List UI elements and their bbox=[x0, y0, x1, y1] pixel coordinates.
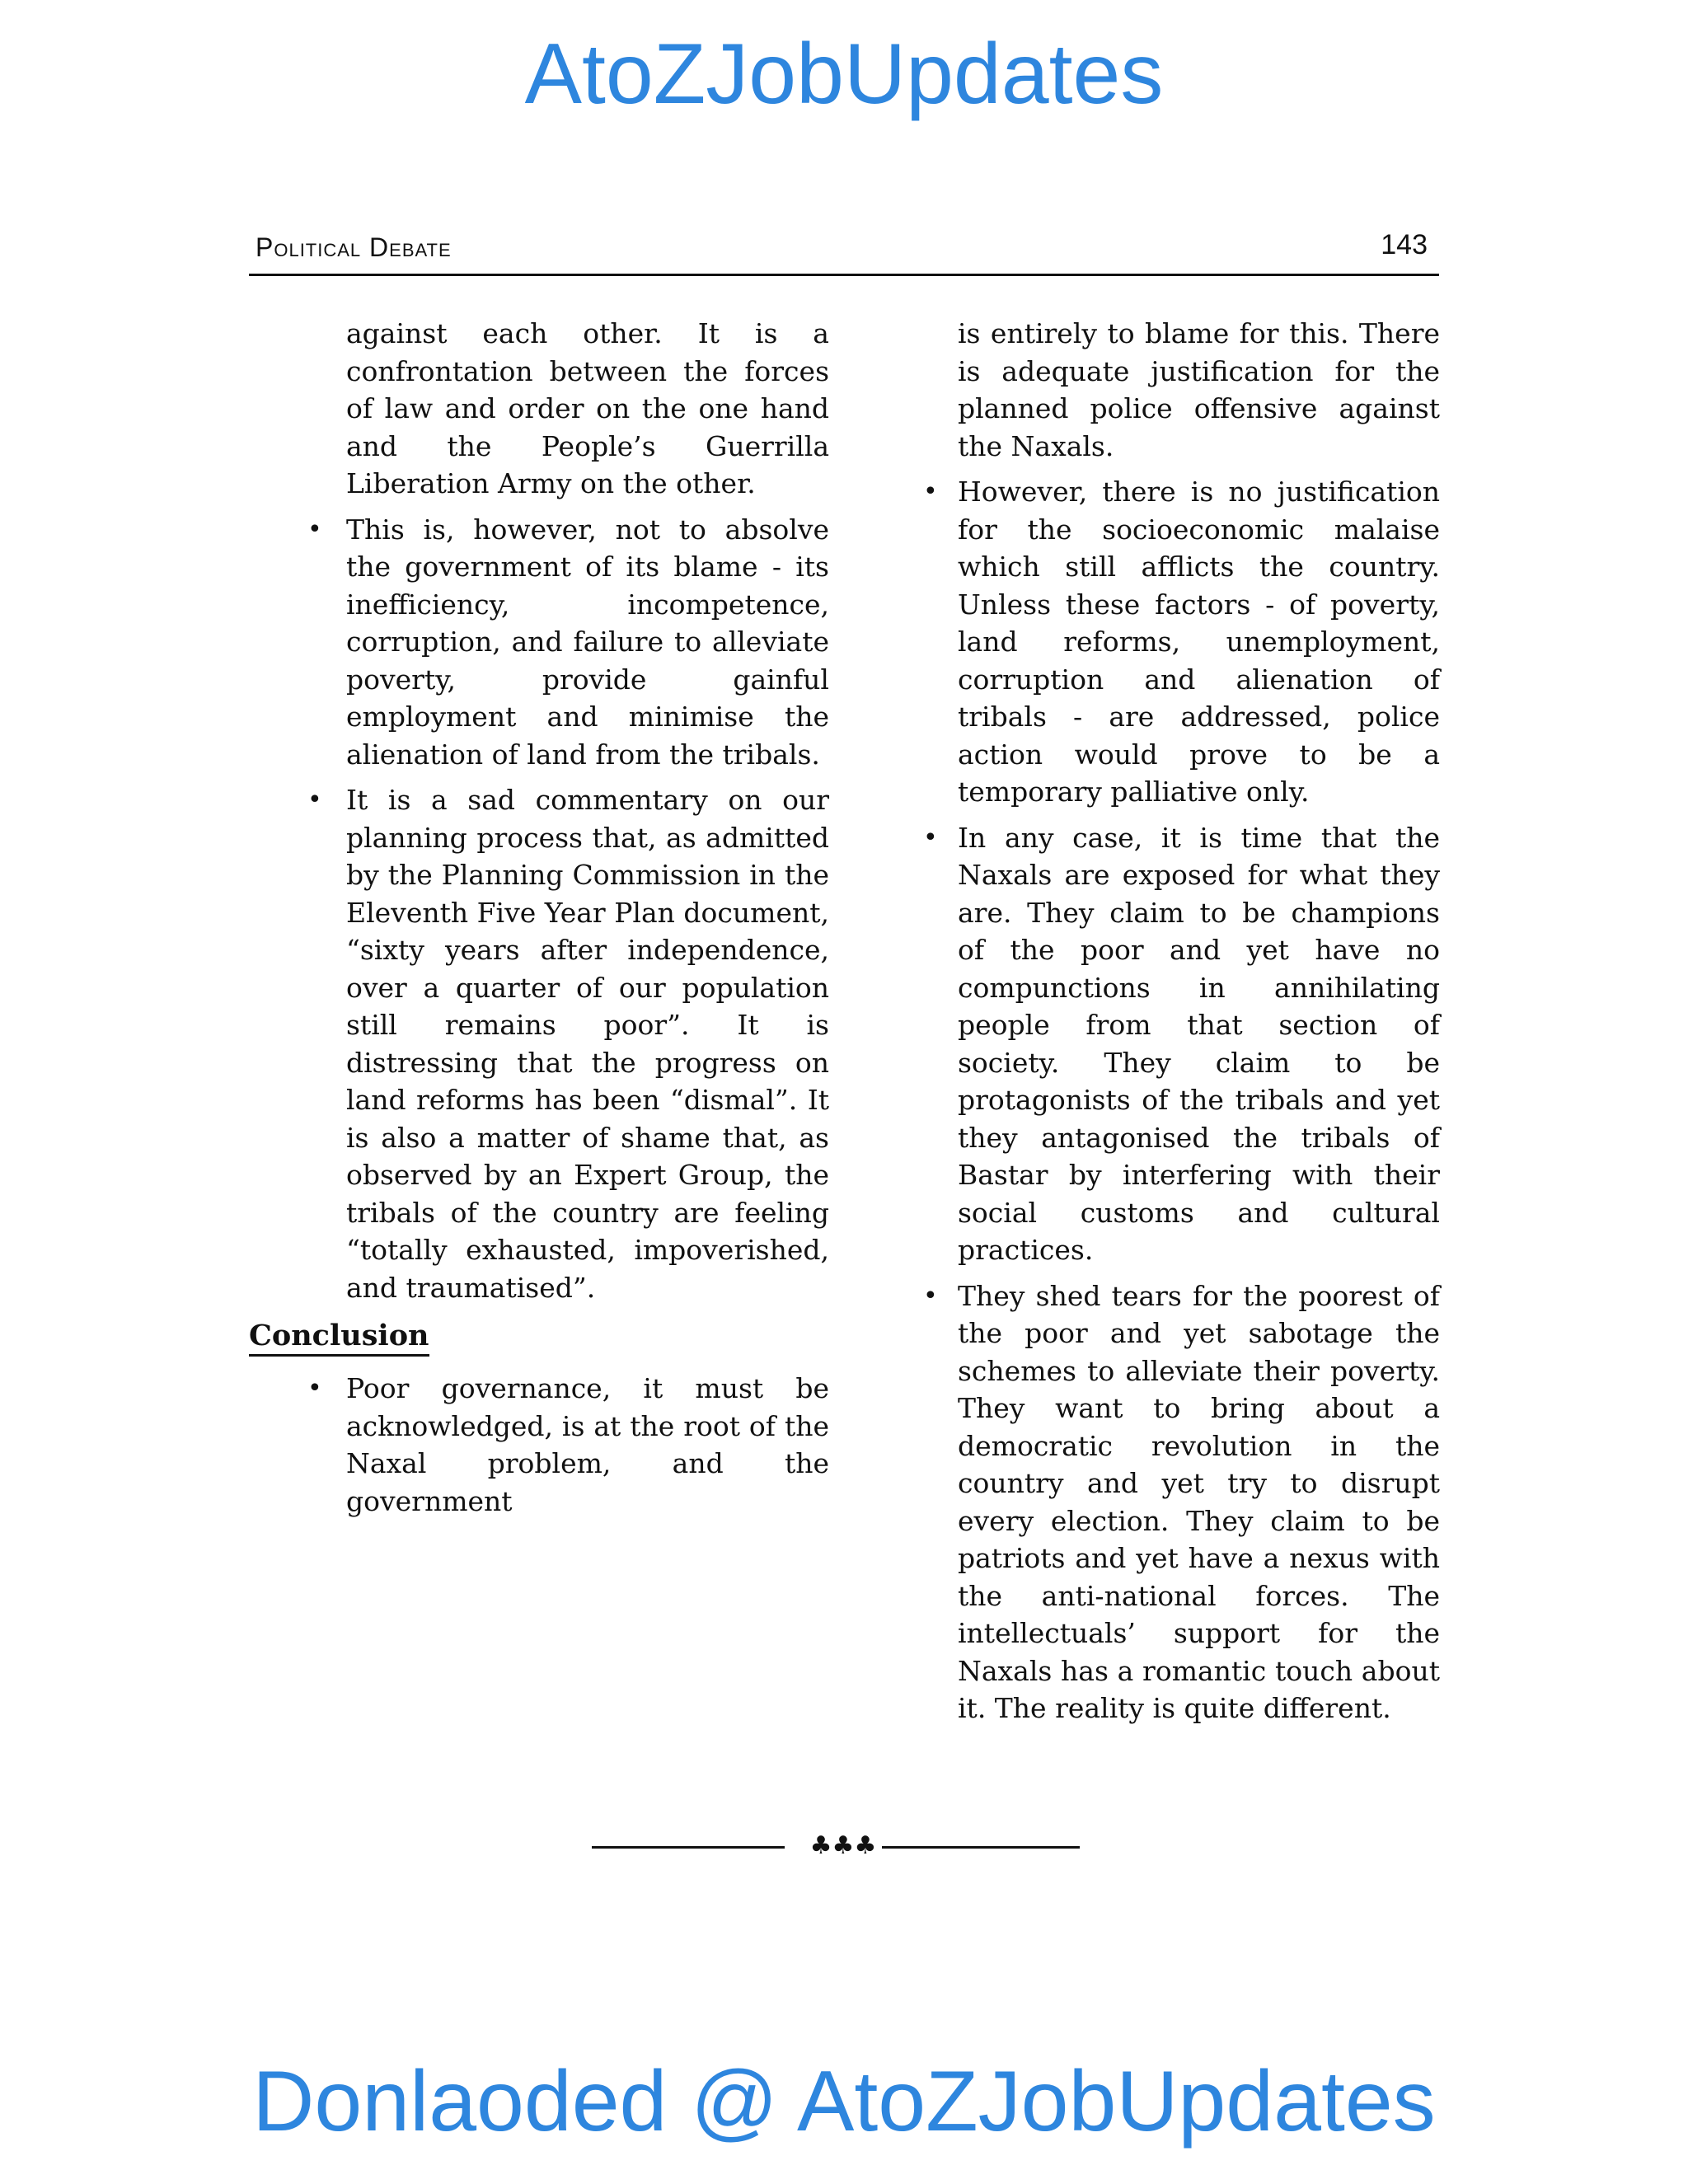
left-bullet-list bbox=[249, 511, 829, 1307]
conclusion-bullet-list bbox=[249, 1370, 829, 1520]
left-continuation-paragraph: against each other. It is a confrontation between the forces of law and order on the one hand and the People’s Guerrilla Liberation Army on the other. bbox=[346, 317, 829, 499]
right-bullet-list bbox=[923, 315, 1440, 1727]
list-item-text: In any case, it is time that the Naxals are exposed for what they are. They claim to be champions of the poor and yet have no compunctions in annihilating people from that section of society. They claim to be protagonists of the tribals and yet they antagonised the tribals of Bastar by interfering with their social customs and cultural practices. bbox=[958, 821, 1440, 1266]
right-column bbox=[923, 315, 1440, 1727]
watermark-top: AtoZJobUpdates bbox=[524, 26, 1164, 122]
list-item-text: It is a sad commentary on our planning process that, as admitted by the Planning Commission in the Eleventh Five Year Plan document, “sixty years after independence, over a quarter of our population still remains poor”. It is distressing that the progress on land reforms has been “dismal”. It is also a matter of shame that, as observed by an Expert Group, the tribals of the country are feeling “totally exhausted, impoverished, and traumatised”. bbox=[346, 784, 829, 1304]
list-item-text: This is, however, not to absolve the government of its blame - its inefficiency, incompetence, corruption, and failure to alleviate poverty, provide gainful employment and minimise the alienation of land from the tribals. bbox=[346, 513, 829, 771]
bullet-marker: • bbox=[923, 823, 938, 852]
running-header bbox=[249, 227, 1439, 276]
list-item bbox=[923, 819, 1440, 1269]
left-column bbox=[249, 315, 829, 1520]
bullet-marker: • bbox=[923, 1281, 938, 1310]
page-number: 143 bbox=[1381, 229, 1428, 260]
bullet-marker: • bbox=[307, 514, 322, 544]
list-item-text: Poor governance, it must be acknowledged, is at the root of the Naxal problem, and the government bbox=[346, 1372, 829, 1517]
list-item-text: is entirely to blame for this. There is adequate justification for the planned police offensive against the Naxals. bbox=[958, 317, 1440, 462]
list-item bbox=[923, 473, 1440, 811]
list-item-continuation bbox=[923, 315, 1440, 465]
end-of-chapter-ornament bbox=[592, 1830, 1080, 1863]
list-item-text: However, there is no justification for the socioeconomic malaise which still afflicts the country. Unless these factors - of poverty, land reforms, unemployment, corruption and alienation of tribals - are addressed, police action would prove to be a temporary palliative only. bbox=[958, 476, 1440, 808]
section-heading-conclusion: Conclusion bbox=[249, 1318, 429, 1357]
list-item bbox=[923, 1277, 1440, 1727]
bullet-marker: • bbox=[307, 1374, 322, 1403]
list-item-text: They shed tears for the poorest of the poor and yet sabotage the schemes to alleviate their poverty. They want to bring about a democratic revolution in the country and yet try to disrupt every election. They claim to be patriots and yet have a nexus with the anti-national forces. The intellectuals’ support for the Naxals has a romantic touch about it. The reality is quite different. bbox=[958, 1279, 1440, 1724]
running-header-title: Political Debate bbox=[256, 232, 452, 262]
watermark-bottom: Donlaoded @ AtoZJobUpdates bbox=[252, 2054, 1436, 2149]
list-item bbox=[249, 511, 829, 774]
list-item bbox=[249, 1370, 829, 1520]
list-item bbox=[249, 781, 829, 1306]
bullet-marker: • bbox=[923, 477, 938, 506]
ornament-rule-left bbox=[592, 1846, 785, 1849]
ornament-rule-right bbox=[882, 1846, 1080, 1849]
club-suits-icon: ♣♣♣ bbox=[809, 1831, 877, 1860]
bullet-marker: • bbox=[307, 785, 322, 814]
